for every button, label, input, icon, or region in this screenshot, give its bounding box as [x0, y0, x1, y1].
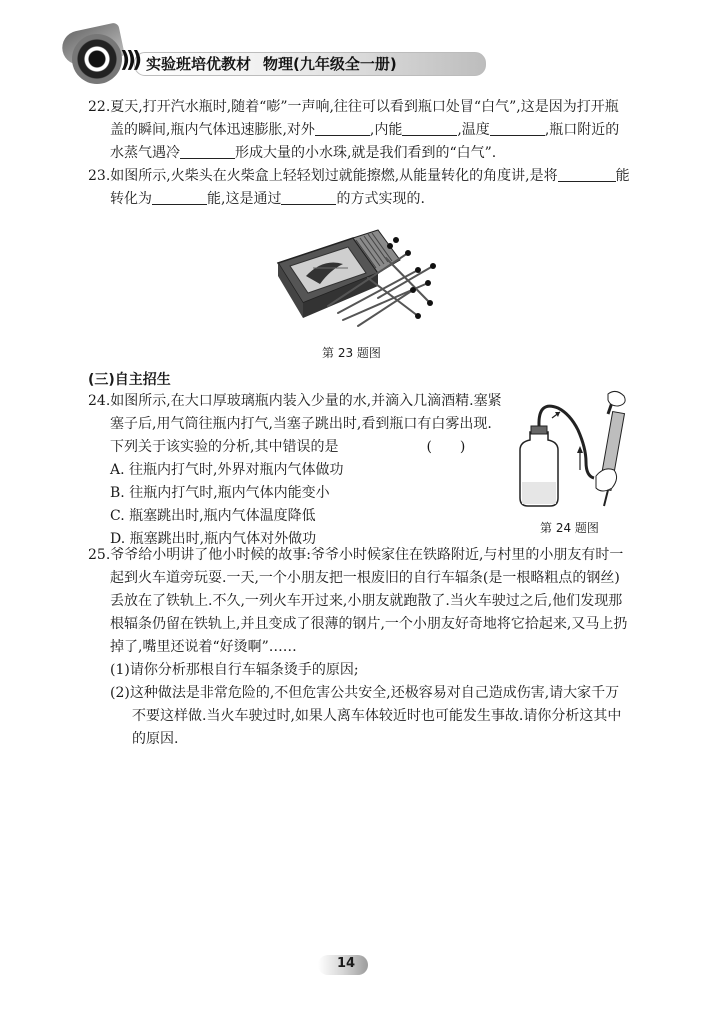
q23-line2: 转化为 能,这是通过 的方式实现的.: [110, 191, 425, 207]
q24-answer-bracket[interactable]: ( ): [426, 439, 466, 455]
page-number: 14: [337, 956, 356, 971]
q25-line5: 掉了,嘴里还说着“好烫啊”……: [110, 639, 297, 655]
q22-blank-4[interactable]: [180, 144, 235, 159]
q25-line1: 25.爷爷给小明讲了他小时候的故事:爷爷小时候家住在铁路附近,与村里的小朋友有时一: [88, 547, 624, 563]
header-title: [146, 53, 397, 74]
q25-sub1: (1)请你分析那根自行车辐条烫手的原因;: [110, 662, 359, 678]
q24-option-c[interactable]: C. 瓶塞跳出时,瓶内气体温度降低: [110, 508, 316, 524]
header-series: 实验班培优教材: [146, 55, 252, 73]
q25-line3: 丢放在了铁轨上.不久,一列火车开过来,小朋友就跑散了.当火车驶过之后,他们发现那: [110, 593, 623, 609]
header-arcs-icon: ))): [120, 48, 139, 73]
q22-line2: 盖的瞬间,瓶内气体迅速膨胀,对外 ,内能 ,温度 ,瓶口附近的: [110, 122, 620, 138]
q24-option-d[interactable]: D. 瓶塞跳出时,瓶内气体对外做功: [110, 531, 317, 547]
q25-sub2-line1: (2)这种做法是非常危险的,不但危害公共安全,还极容易对自己造成伤害,请大家千万: [110, 685, 620, 701]
q23-line1: 23.如图所示,火柴头在火柴盒上轻轻划过就能擦燃,从能量转化的角度讲,是将 能: [88, 168, 630, 184]
q25-line4: 根辐条仍留在铁轨上,并且变成了很薄的钢片,一个小朋友好奇地将它拾起来,又马上扔: [110, 616, 628, 632]
q22-line3: 水蒸气遇冷 形成大量的小水珠,就是我们看到的“白气”.: [110, 145, 497, 161]
question-24: [88, 390, 502, 551]
q23-blank-2[interactable]: [152, 190, 207, 205]
matchbox-figure: [268, 218, 438, 333]
q22-blank-3[interactable]: [490, 121, 545, 136]
question-23: [88, 165, 630, 211]
q22-blank-1[interactable]: [315, 121, 370, 136]
q25-line2: 起到火车道旁玩耍.一天,一个小朋友把一根废旧的自行车辐条(是一根略粗点的钢丝): [110, 570, 620, 586]
q24-option-b[interactable]: B. 往瓶内打气时,瓶内气体内能变小: [110, 485, 330, 501]
page-header: [62, 28, 442, 86]
q24-line3: 下列关于该实验的分析,其中错误的是 ( ): [110, 439, 466, 455]
header-lens-icon: [72, 34, 122, 84]
q24-line1: 24.如图所示,在大口厚玻璃瓶内装入少量的水,并滴入几滴酒精.塞紧: [88, 393, 502, 409]
question-25: [88, 544, 627, 751]
q23-blank-1[interactable]: [558, 167, 616, 182]
q24-line2: 塞子后,用气筒往瓶内打气,当塞子跳出时,看到瓶口有白雾出现.: [110, 416, 492, 432]
q24-option-a[interactable]: A. 往瓶内打气时,外界对瓶内气体做功: [110, 462, 344, 478]
question-22: [88, 96, 619, 165]
section-heading: (三)自主招生: [88, 372, 171, 388]
q22-blank-2[interactable]: [402, 121, 457, 136]
bottle-pump-figure: [508, 390, 638, 515]
figure-24-caption: 第 24 题图: [540, 521, 599, 535]
header-subject: 物理(九年级全一册): [263, 55, 397, 73]
q25-sub2-line2: 不要这样做.当火车驶过时,如果人离车体较近时也可能发生事故.请你分析这其中: [132, 708, 622, 724]
q22-line1: 22.夏天,打开汽水瓶时,随着“嘭”一声响,往往可以看到瓶口处冒“白气”,这是因为打开瓶: [88, 99, 619, 115]
q25-sub2-line3: 的原因.: [132, 731, 179, 747]
figure-23-caption: 第 23 题图: [322, 346, 381, 360]
q23-blank-3[interactable]: [281, 190, 336, 205]
